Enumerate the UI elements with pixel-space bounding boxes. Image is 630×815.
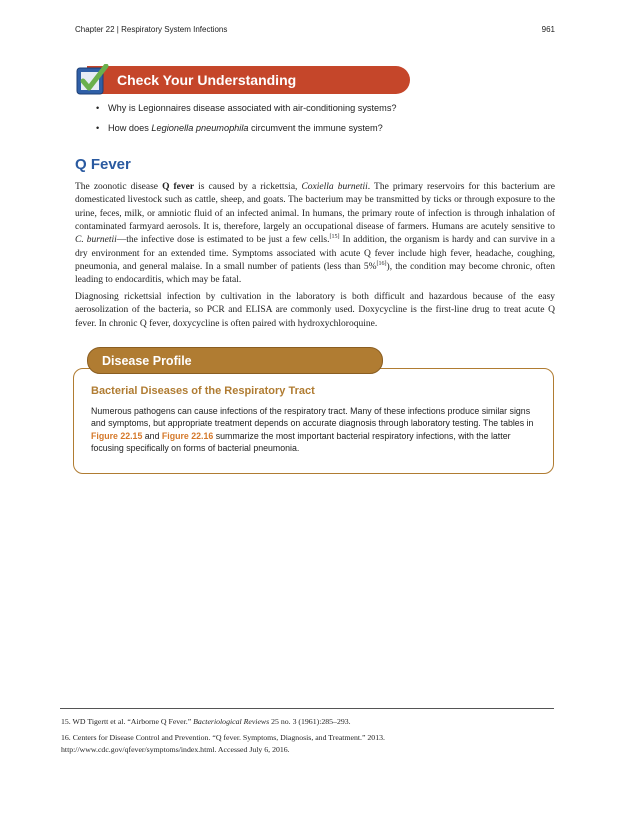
disease-profile-label: Disease Profile — [102, 354, 192, 368]
body-paragraph-2: Diagnosing rickettsial infection by cultivation in the laboratory is both difficult and hazardous because of the easy aerosolization of the bacteria, so PCR and ELISA are commonly used. Doxycycline is the first-line drug to treat acute Q fever. In chronic Q fever, doxycycline is often paired with hydroxychloroquine. — [75, 292, 555, 329]
footnote-ref-15[interactable]: [15] — [329, 234, 340, 241]
check-understanding-title: Check Your Understanding — [117, 72, 297, 88]
disease-profile-text: Numerous pathogens can cause infections of the respiratory tract. Many of these infections produce similar signs and symptoms, but appropriate treatment depends on accurate diagnosis through laboratory testing. The tables in Figure 22.15 and Figure 22.16 summarize the most important bacterial respiratory infections, with the latter focusing specifically on forms of bacterial pneumonia. — [91, 406, 534, 453]
question-text-end: circumvent the immune system? — [248, 123, 383, 133]
key-term: Q fever — [162, 182, 195, 192]
footnote-15: 15. WD Tigertt et al. “Airborne Q Fever.” Bacteriological Reviews 25 no. 3 (1961):285–293. — [61, 717, 351, 726]
figure-link-22-16[interactable]: Figure 22.16 — [161, 430, 214, 441]
figure-link-22-15[interactable]: Figure 22.15 — [91, 430, 143, 441]
disease-profile-tab — [87, 347, 383, 374]
checkbox-check-icon — [75, 64, 111, 96]
footnote-16: 16. Centers for Disease Control and Prevention. “Q fever. Symptoms, Diagnosis, and Treatment.” 2013. http://www.cdc.gov/qfever/symptoms/index.html. Accessed July 6, 2016. — [61, 733, 385, 754]
page-number: 961 — [541, 25, 555, 34]
review-questions-list — [96, 102, 397, 142]
review-question — [96, 102, 397, 122]
check-understanding-banner — [75, 64, 410, 96]
review-question — [96, 122, 397, 142]
footnote-divider — [60, 708, 554, 709]
disease-profile-heading: Bacterial Diseases of the Respiratory Tract — [91, 385, 315, 397]
question-species-name: Legionella pneumophila — [151, 123, 249, 133]
question-text: How does — [108, 123, 152, 133]
body-paragraph-1: The zoonotic disease Q fever is caused by a rickettsia, Coxiella burnetii. The primary reservoirs for this bacterium are domesticated livestock such as cattle, sheep, and goats. The bacterium may be transmitted by ticks or through exposure to the urine, feces, milk, or amniotic fluid of an infected animal. In humans, the primary route of infection is through inhalation of contaminated farmyard aerosols. It is, therefore, largely an occupational disease of farmers. Humans are acutely sensitive to C. burnetii—the infective dose is estimated to be just a few cells.[15] In addition, the organism is hardy and can survive in a dry environment for an extended time. Symptoms associated with acute Q fever include high fever, headache, coughing, pneumonia, and general malaise. In a small number of patients (less than 5%[16]), the condition may become chronic, often leading to endocarditis, which may be fatal. — [75, 182, 556, 286]
footnote-ref-16[interactable]: [16] — [376, 261, 387, 268]
section-title: Q Fever — [75, 156, 131, 173]
bullet-icon: • — [96, 123, 100, 133]
question-text: Why is Legionnaires disease associated with air-conditioning systems? — [108, 103, 397, 113]
species-name: Coxiella burnetii — [301, 182, 368, 192]
running-header-chapter: Chapter 22 | Respiratory System Infections — [75, 25, 228, 34]
bullet-icon: • — [96, 103, 100, 113]
species-name: C. burnetii — [75, 235, 117, 246]
